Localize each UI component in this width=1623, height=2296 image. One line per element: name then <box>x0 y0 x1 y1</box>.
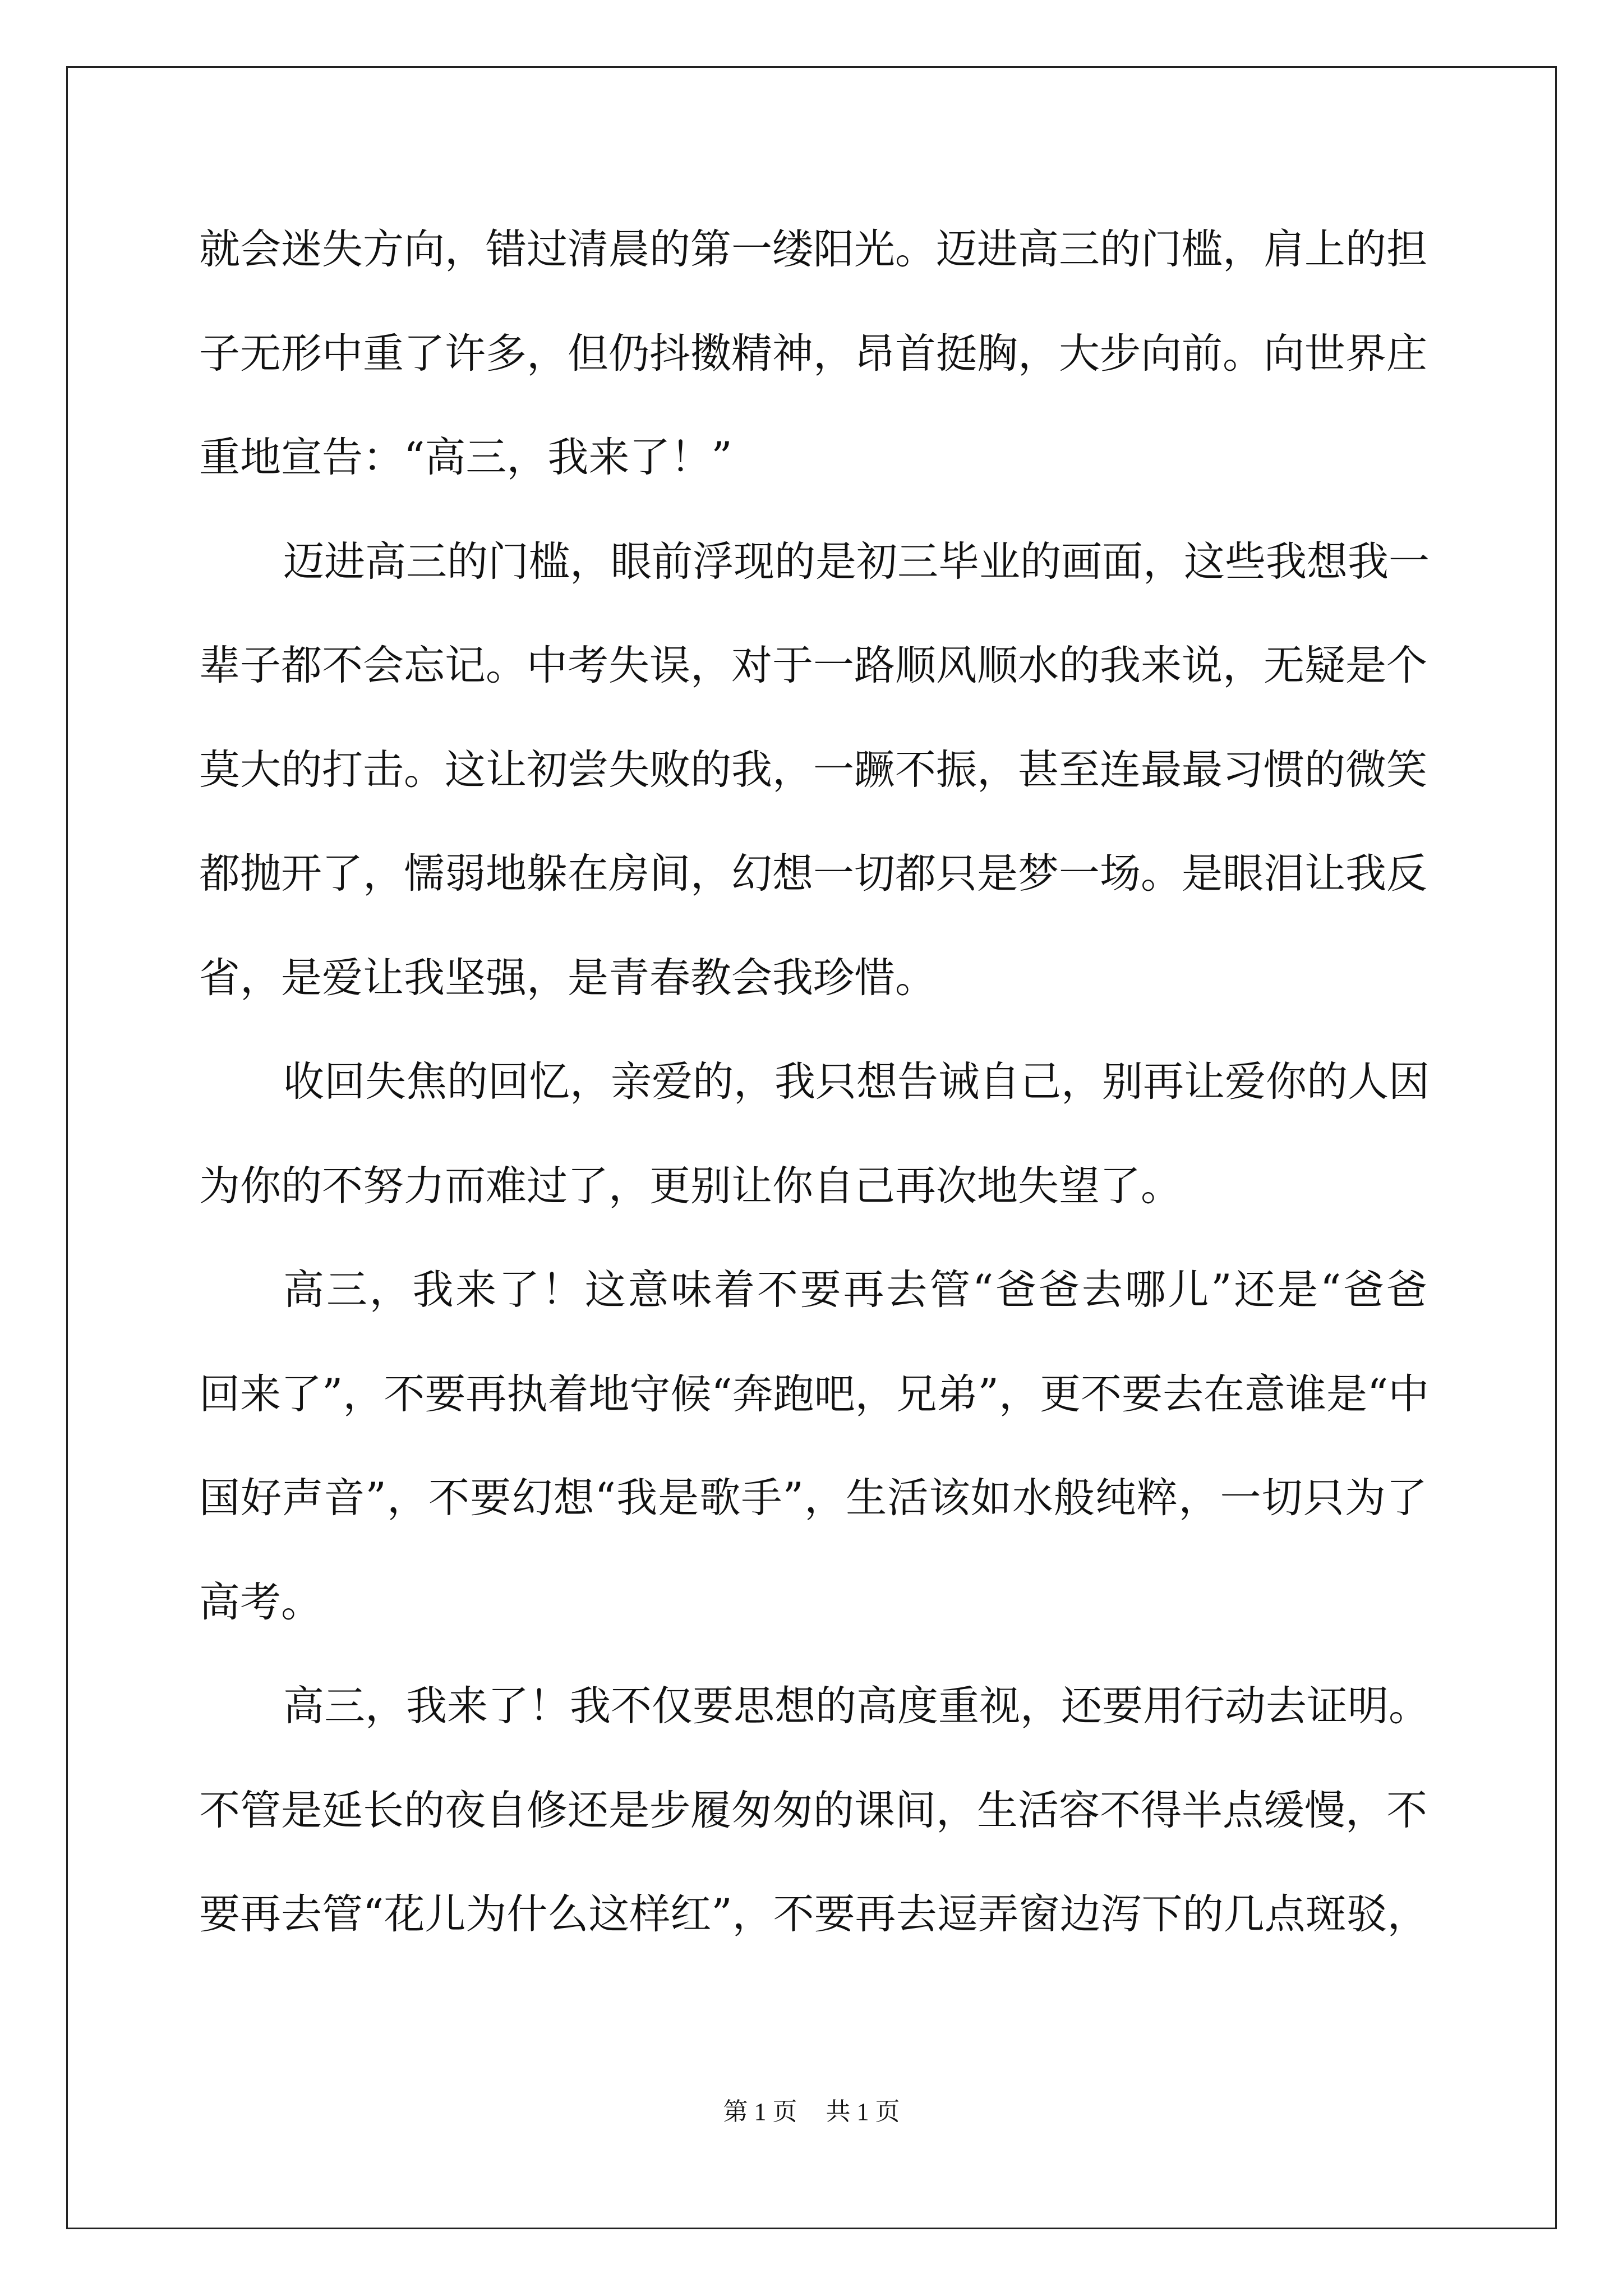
text-line: 就会迷失方向，错过清晨的第一缕阳光。迈进高三的门槛，肩上的担 <box>199 226 1427 273</box>
text-line: 莫大的打击。这让初尝失败的我，一蹶不振，甚至连最最习惯的微笑 <box>199 746 1427 794</box>
text-line: 高考。 <box>199 1578 322 1626</box>
paragraph-start-line: 高三，我来了！这意味着不要再去管“爸爸去哪儿”还是“爸爸 <box>283 1266 1427 1314</box>
text-line: 辈子都不会忘记。中考失误，对于一路顺风顺水的我来说，无疑是个 <box>199 642 1427 689</box>
page-total: 共 1 页 <box>826 2098 900 2125</box>
page-footer <box>0 2095 1623 2129</box>
paragraph-start-line: 高三，我来了！我不仅要思想的高度重视，还要用行动去证明。 <box>283 1682 1430 1730</box>
text-line: 回来了”，不要再执着地守候“奔跑吧，兄弟”，更不要去在意谁是“中 <box>199 1370 1430 1418</box>
text-line: 重地宣告：“高三，我来了！” <box>199 434 732 481</box>
text-line: 为你的不努力而难过了，更别让你自己再次地失望了。 <box>199 1162 1182 1210</box>
document-body <box>199 216 1430 1985</box>
text-line: 国好声音”，不要幻想“我是歌手”，生活该如水般纯粹，一切只为了 <box>199 1474 1427 1522</box>
text-line: 都抛开了，懦弱地躲在房间，幻想一切都只是梦一场。是眼泪让我反 <box>199 850 1427 898</box>
text-line: 要再去管“花儿为什么这样红”，不要再去逗弄窗边泻下的几点斑驳， <box>199 1890 1428 1938</box>
paragraph-start-line: 迈进高三的门槛，眼前浮现的是初三毕业的画面，这些我想我一 <box>283 537 1430 586</box>
page-number: 第 1 页 <box>723 2098 797 2125</box>
text-line: 省，是爱让我坚强，是青春教会我珍惜。 <box>199 954 936 1002</box>
text-line: 子无形中重了许多，但仍抖擞精神，昂首挺胸，大步向前。向世界庄 <box>199 329 1427 378</box>
text-line: 不管是延长的夜自修还是步履匆匆的课间，生活容不得半点缓慢，不 <box>199 1786 1427 1834</box>
paragraph-start-line: 收回失焦的回忆，亲爱的，我只想告诫自己，别再让爱你的人因 <box>283 1058 1430 1106</box>
